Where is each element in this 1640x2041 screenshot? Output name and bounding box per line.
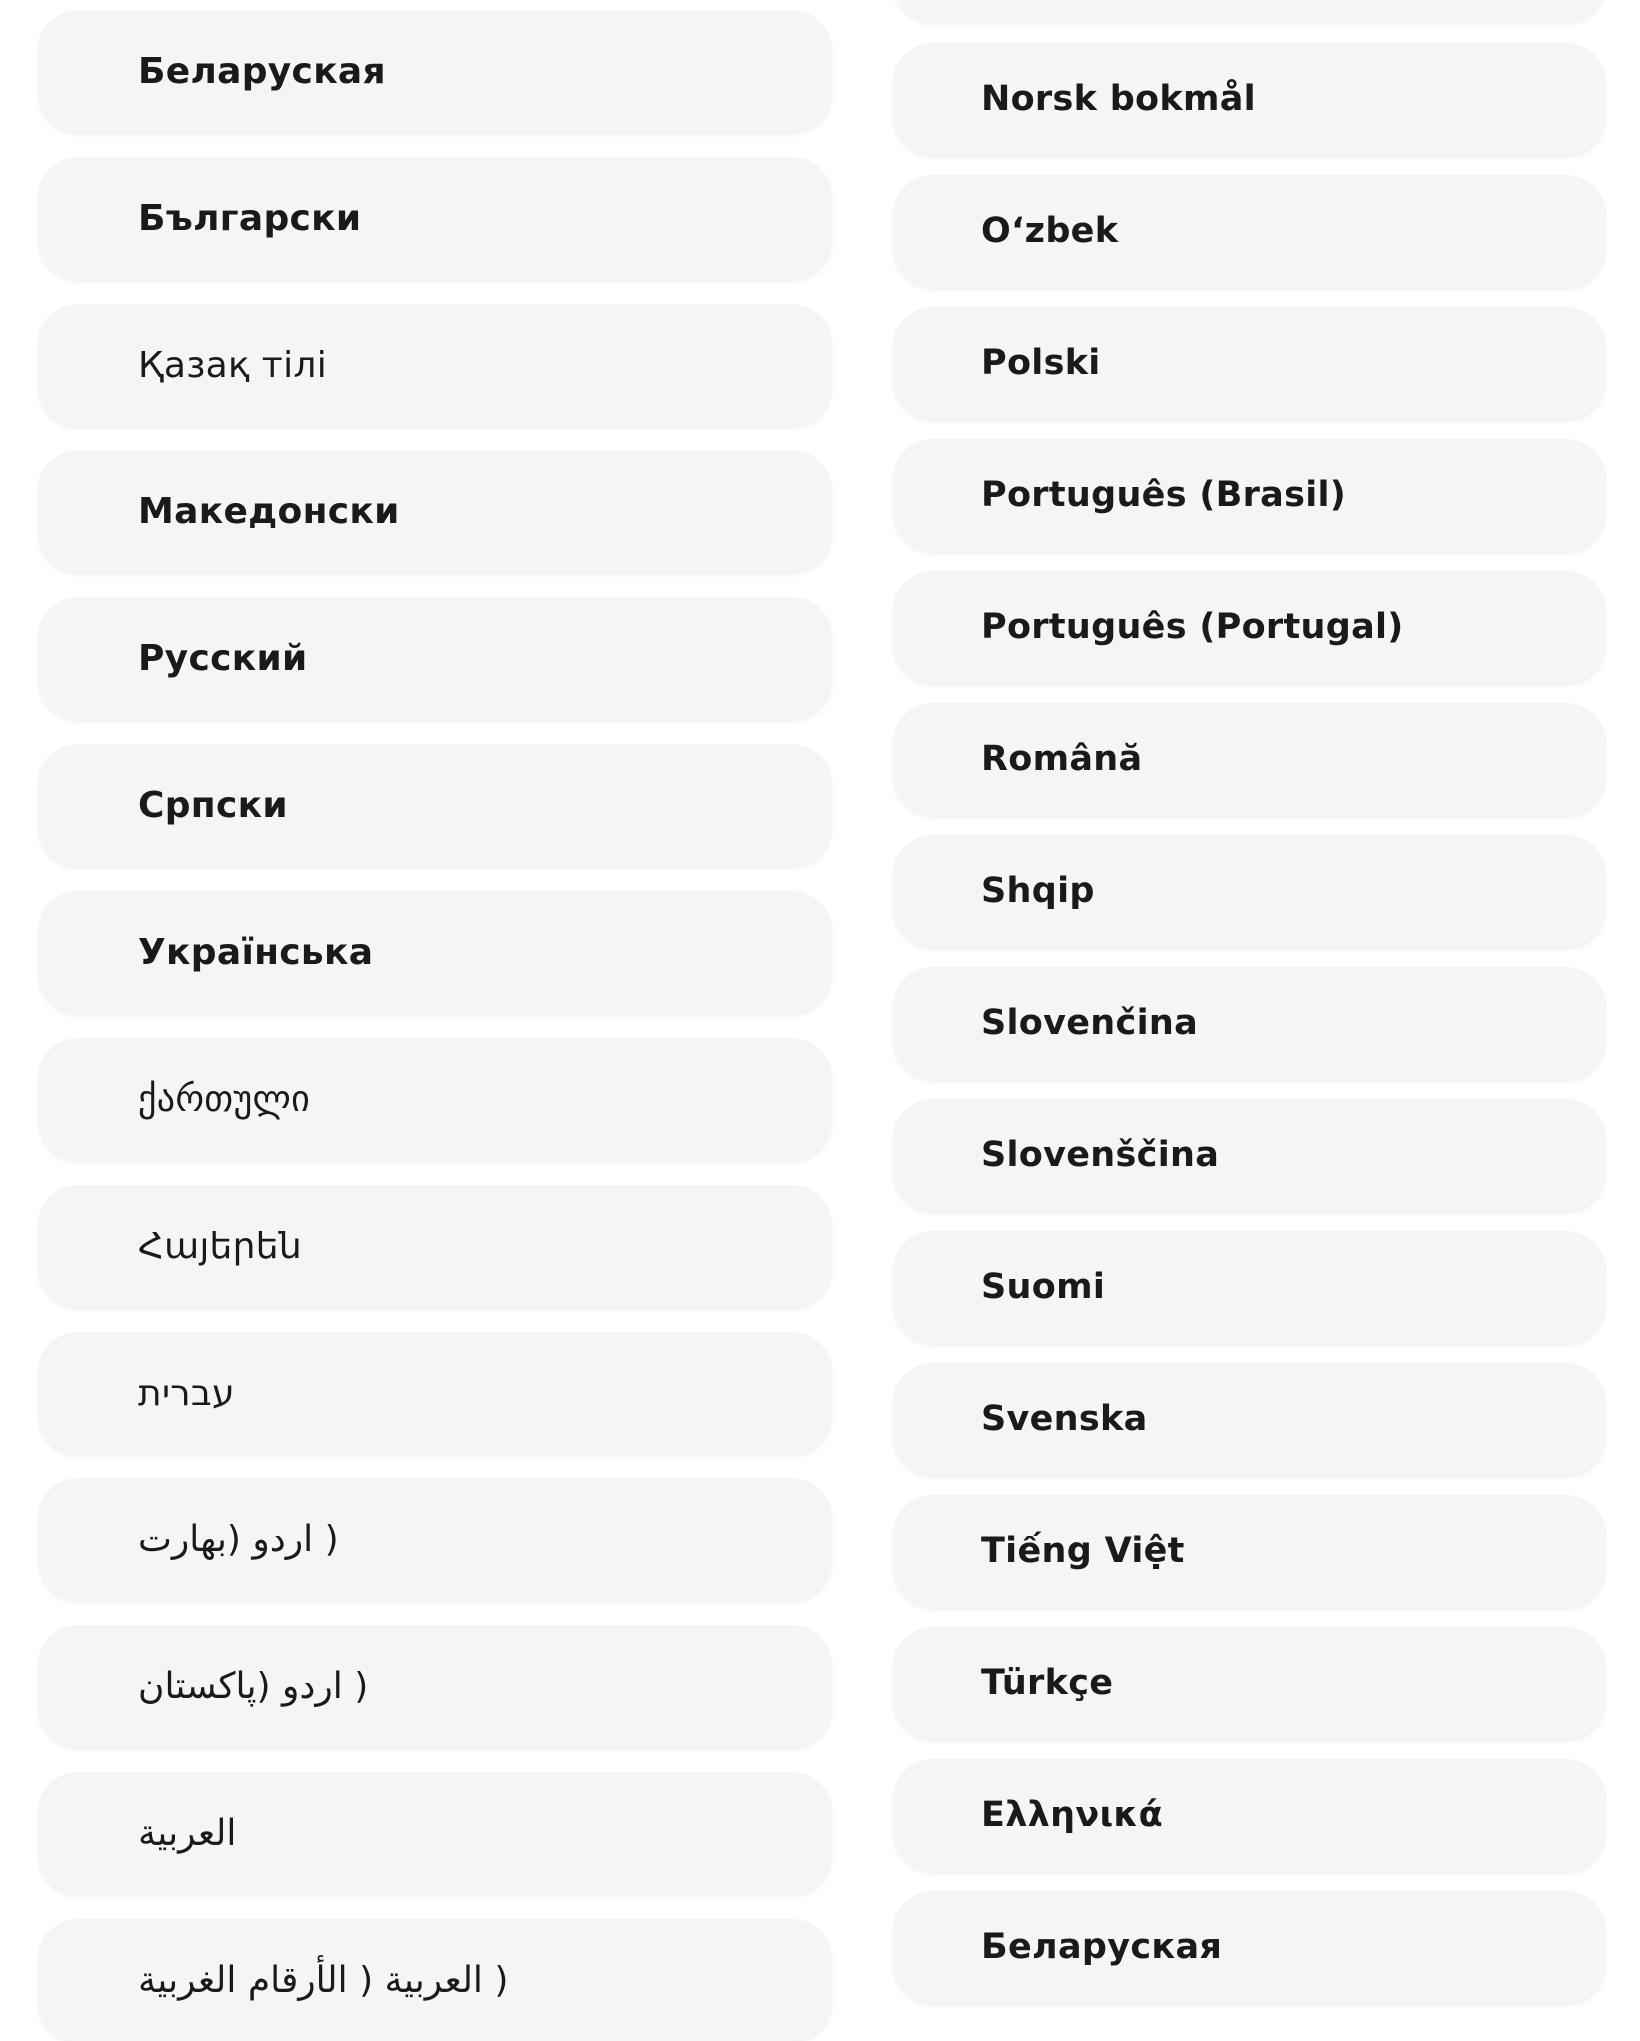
language-option-georgian[interactable]: [38, 1038, 832, 1160]
language-label: Slovenčina: [981, 1003, 1198, 1043]
language-label: Български: [138, 197, 362, 239]
language-option-urdu-pakistan[interactable]: [38, 1625, 832, 1747]
language-option-albanian[interactable]: [893, 835, 1606, 947]
language-label: Suomi: [981, 1267, 1106, 1307]
language-label: Svenska: [981, 1399, 1148, 1439]
language-option-arabic[interactable]: [38, 1772, 832, 1894]
language-option-swedish[interactable]: [893, 1363, 1606, 1475]
language-option-belarusian[interactable]: [38, 10, 832, 132]
language-label: Tiếng Việt: [981, 1531, 1185, 1571]
language-label: Беларуская: [138, 50, 386, 92]
language-option-urdu-india[interactable]: [38, 1478, 832, 1600]
language-label: ქართული: [138, 1078, 311, 1120]
language-label: Norsk bokmål: [981, 79, 1256, 119]
language-label: ( العربية ( الأرقام الغربية: [138, 1959, 509, 2001]
language-option-hebrew[interactable]: [38, 1332, 832, 1454]
language-option-partial[interactable]: [893, 0, 1606, 22]
language-option-portuguese-brazil[interactable]: [893, 439, 1606, 551]
language-label: Română: [981, 739, 1143, 779]
language-label: Қазақ тілі: [138, 344, 327, 386]
language-option-turkish[interactable]: [893, 1627, 1606, 1739]
language-option-arabic-western-digits[interactable]: [38, 1919, 832, 2041]
language-label: Português (Brasil): [981, 475, 1347, 515]
language-option-slovenian[interactable]: [893, 1099, 1606, 1211]
language-label: Slovenščina: [981, 1135, 1220, 1175]
language-option-kazakh[interactable]: [38, 304, 832, 426]
language-label: Հայերեն: [138, 1225, 302, 1267]
language-label: Shqip: [981, 871, 1095, 911]
language-option-russian[interactable]: [38, 597, 832, 719]
language-option-polish[interactable]: [893, 307, 1606, 419]
language-option-armenian[interactable]: [38, 1185, 832, 1307]
language-option-greek[interactable]: [893, 1759, 1606, 1871]
language-label: עברית: [138, 1372, 235, 1414]
language-option-norwegian-bokmal[interactable]: [893, 43, 1606, 155]
language-option-finnish[interactable]: [893, 1231, 1606, 1343]
language-label: Português (Portugal): [981, 607, 1404, 647]
language-label: Српски: [138, 784, 288, 826]
language-label: Беларуская: [981, 1927, 1223, 1967]
language-label: Македонски: [138, 490, 400, 532]
language-option-serbian[interactable]: [38, 744, 832, 866]
language-option-vietnamese[interactable]: [893, 1495, 1606, 1607]
language-label: Türkçe: [981, 1663, 1114, 1703]
language-label: Polski: [981, 343, 1101, 383]
language-label: ( اردو (بھارت: [138, 1518, 339, 1560]
language-option-portuguese-portugal[interactable]: [893, 571, 1606, 683]
language-option-slovak[interactable]: [893, 967, 1606, 1079]
language-label: العربية: [138, 1812, 237, 1854]
language-option-belarusian-repeat[interactable]: [893, 1891, 1606, 2003]
language-label: Ελληνικά: [981, 1795, 1163, 1835]
language-label: ( اردو (پاکستان: [138, 1665, 369, 1707]
language-option-ukrainian[interactable]: [38, 891, 832, 1013]
language-label: Українська: [138, 931, 374, 973]
language-option-macedonian[interactable]: [38, 450, 832, 572]
language-label: Русский: [138, 637, 308, 679]
language-label: Oʻzbek: [981, 211, 1119, 251]
language-option-romanian[interactable]: [893, 703, 1606, 815]
language-option-bulgarian[interactable]: [38, 157, 832, 279]
language-option-uzbek[interactable]: [893, 175, 1606, 287]
